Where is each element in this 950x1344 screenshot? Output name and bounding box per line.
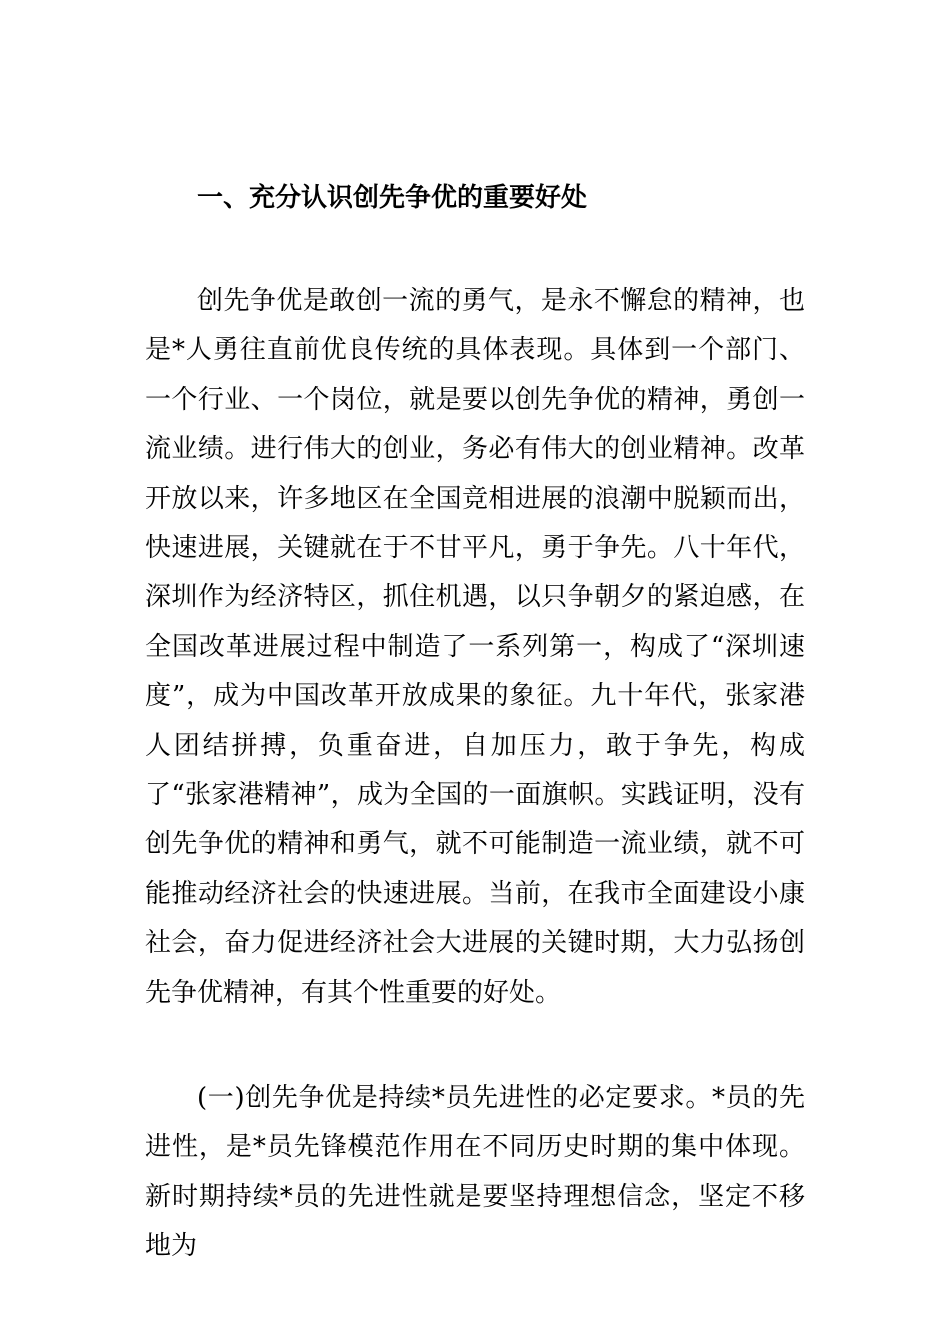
body-paragraph-2: (一)创先争优是持续*员先进性的必定要求。*员的先进性，是*员先锋模范作用在不同历史时期的集中体现。新时期持续*员的先进性就是要坚持理想信念，坚定不移地为: [145, 1083, 805, 1262]
body-paragraph-1: 创先争优是敢创一流的勇气，是永不懈怠的精神，也是*人勇往直前优良传统的具体表现。具体到一个部门、一个行业、一个岗位，就是要以创先争优的精神，勇创一流业绩。进行伟大的创业，务必有伟大的创业精神。改革开放以来，许多地区在全国竞相进展的浪潮中脱颖而出，快速进展，关键就在于不甘平凡，勇于争先。八十年代，深圳作为经济特区，抓住机遇，以只争朝夕的紧迫感，在全国改革进展过程中制造了一系列第一，构成了“深圳速度”，成为中国改革开放成果的象征。九十年代，张家港人团结拼搏，负重奋进，自加压力，敢于争先，构成了“张家港精神”，成为全国的一面旗帜。实践证明，没有创先争优的精神和勇气，就不可能制造一流业绩，就不可能推动经济社会的快速进展。当前，在我市全面建设小康社会，奋力促进经济社会大进展的关键时期，大力弘扬创先争优精神，有其个性重要的好处。: [145, 286, 805, 1008]
section-heading: 一、充分认识创先争优的重要好处: [197, 183, 588, 213]
